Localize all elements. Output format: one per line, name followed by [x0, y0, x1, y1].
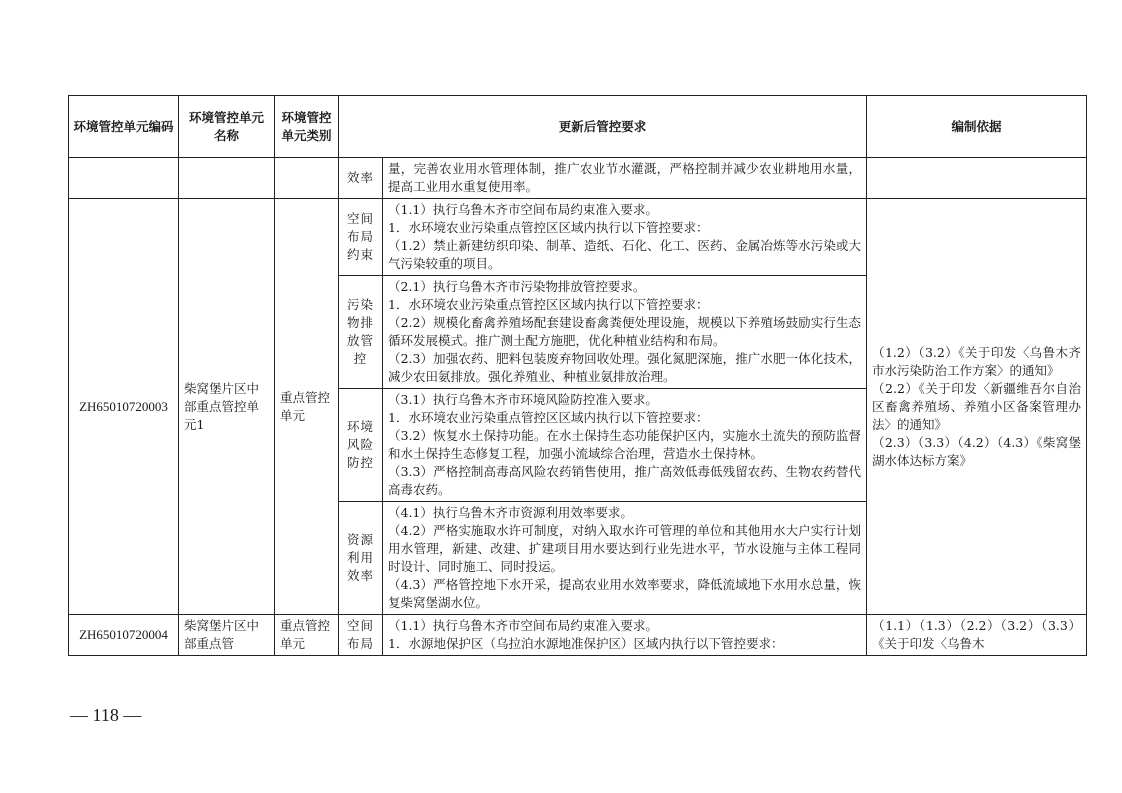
basis-line: （2.3）（3.3）（4.2）（4.3）《柴窝堡湖水体达标方案》	[872, 434, 1082, 468]
table-row	[69, 158, 1087, 199]
requirement-line: 1．水源地保护区（乌拉泊水源地准保护区）区域内执行以下管控要求：	[388, 636, 784, 651]
requirement-line: 1．水环境农业污染重点管控区区域内执行以下管控要求：	[388, 297, 709, 312]
unit-name	[179, 158, 275, 199]
basis-cell	[867, 615, 1087, 656]
unit-type: 重点管控单元	[275, 615, 339, 656]
category-label: 空间布局	[339, 615, 383, 656]
control-requirements-table	[68, 95, 1087, 656]
unit-code: ZH65010720004	[69, 615, 179, 656]
page-number: — 118 —	[70, 705, 142, 725]
category-label: 资源利用效率	[339, 502, 383, 615]
requirement-cell	[383, 199, 867, 276]
basis-line: （1.1）（1.3）（2.2）（3.2）（3.3）《关于印发〈乌鲁木	[872, 618, 1082, 651]
unit-name: 柴窝堡片区中部重点管控单元1	[179, 199, 275, 615]
header-row	[69, 96, 1087, 158]
unit-name: 柴窝堡片区中部重点管	[179, 615, 275, 656]
requirement-line: 量，完善农业用水管理体制，推广农业节水灌溉，严格控制并减少农业耕地用水量，提高工业用水重复使用率。	[388, 161, 862, 194]
unit-code	[69, 158, 179, 199]
requirement-line: （2.3）加强农药、肥料包装废弃物回收处理。强化氮肥深施，推广水肥一体化技术，减少农田氨排放。强化养殖业、种植业氨排放治理。	[388, 351, 862, 384]
category-label: 效率	[339, 158, 383, 199]
requirement-cell	[383, 276, 867, 389]
requirement-line: （2.2）规模化畜禽养殖场配套建设畜禽粪便处理设施，规模以下养殖场鼓励实行生态循环发展模式。推广测土配方施肥，优化种植业结构和布局。	[388, 315, 862, 348]
requirement-line: （4.1）执行乌鲁木齐市资源利用效率要求。	[388, 505, 633, 520]
requirement-line: （2.1）执行乌鲁木齐市污染物排放管控要求。	[388, 279, 646, 294]
table-row	[69, 199, 1087, 276]
basis-cell	[867, 158, 1087, 199]
requirement-cell	[383, 615, 867, 656]
header-basis: 编制依据	[867, 96, 1087, 158]
basis-line: （2.2）《关于印发〈新疆维吾尔自治区畜禽养殖场、养殖小区备案管理办法〉的通知》	[872, 380, 1082, 432]
header-name: 环境管控单元名称	[179, 96, 275, 158]
requirement-cell	[383, 389, 867, 502]
requirement-line: （4.2）严格实施取水许可制度，对纳入取水许可管理的单位和其他用水大户实行计划用水管理，新建、改建、扩建项目用水要达到行业先进水平，节水设施与主体工程同时设计、同时施工、同时投运。	[388, 523, 862, 574]
unit-type	[275, 158, 339, 199]
requirement-cell	[383, 158, 867, 199]
requirement-line: （3.3）严格控制高毒高风险农药销售使用，推广高效低毒低残留农药、生物农药替代高毒农药。	[388, 464, 862, 497]
requirement-line: （1.1）执行乌鲁木齐市空间布局约束准入要求。	[388, 618, 658, 633]
requirement-line: 1．水环境农业污染重点管控区区域内执行以下管控要求：	[388, 220, 709, 235]
category-label: 污染物排放管控	[339, 276, 383, 389]
requirement-line: （1.2）禁止新建纺织印染、制革、造纸、石化、化工、医药、金属冶炼等水污染或大气污染较重的项目。	[388, 238, 862, 271]
basis-cell	[867, 199, 1087, 615]
requirement-line: 1．水环境农业污染重点管控区区域内执行以下管控要求：	[388, 410, 709, 425]
requirement-line: （3.1）执行乌鲁木齐市环境风险防控准入要求。	[388, 392, 658, 407]
unit-code: ZH65010720003	[69, 199, 179, 615]
requirement-line: （3.2）恢复水土保持功能。在水土保持生态功能保护区内，实施水土流失的预防监督和水土保持生态修复工程，加强小流域综合治理，营造水土保持林。	[388, 428, 862, 461]
requirement-cell	[383, 502, 867, 615]
header-requirements: 更新后管控要求	[339, 96, 867, 158]
header-code: 环境管控单元编码	[69, 96, 179, 158]
header-type: 环境管控单元类别	[275, 96, 339, 158]
category-label: 环境风险防控	[339, 389, 383, 502]
category-label: 空间布局约束	[339, 199, 383, 276]
table-row	[69, 615, 1087, 656]
basis-line: （1.2）（3.2）《关于印发〈乌鲁木齐市水污染防治工作方案〉的通知》	[872, 344, 1082, 378]
requirement-line: （4.3）严格管控地下水开采，提高农业用水效率要求，降低流域地下水用水总量，恢复柴窝堡湖水位。	[388, 577, 862, 610]
requirement-line: （1.1）执行乌鲁木齐市空间布局约束准入要求。	[388, 202, 658, 217]
unit-type: 重点管控单元	[275, 199, 339, 615]
